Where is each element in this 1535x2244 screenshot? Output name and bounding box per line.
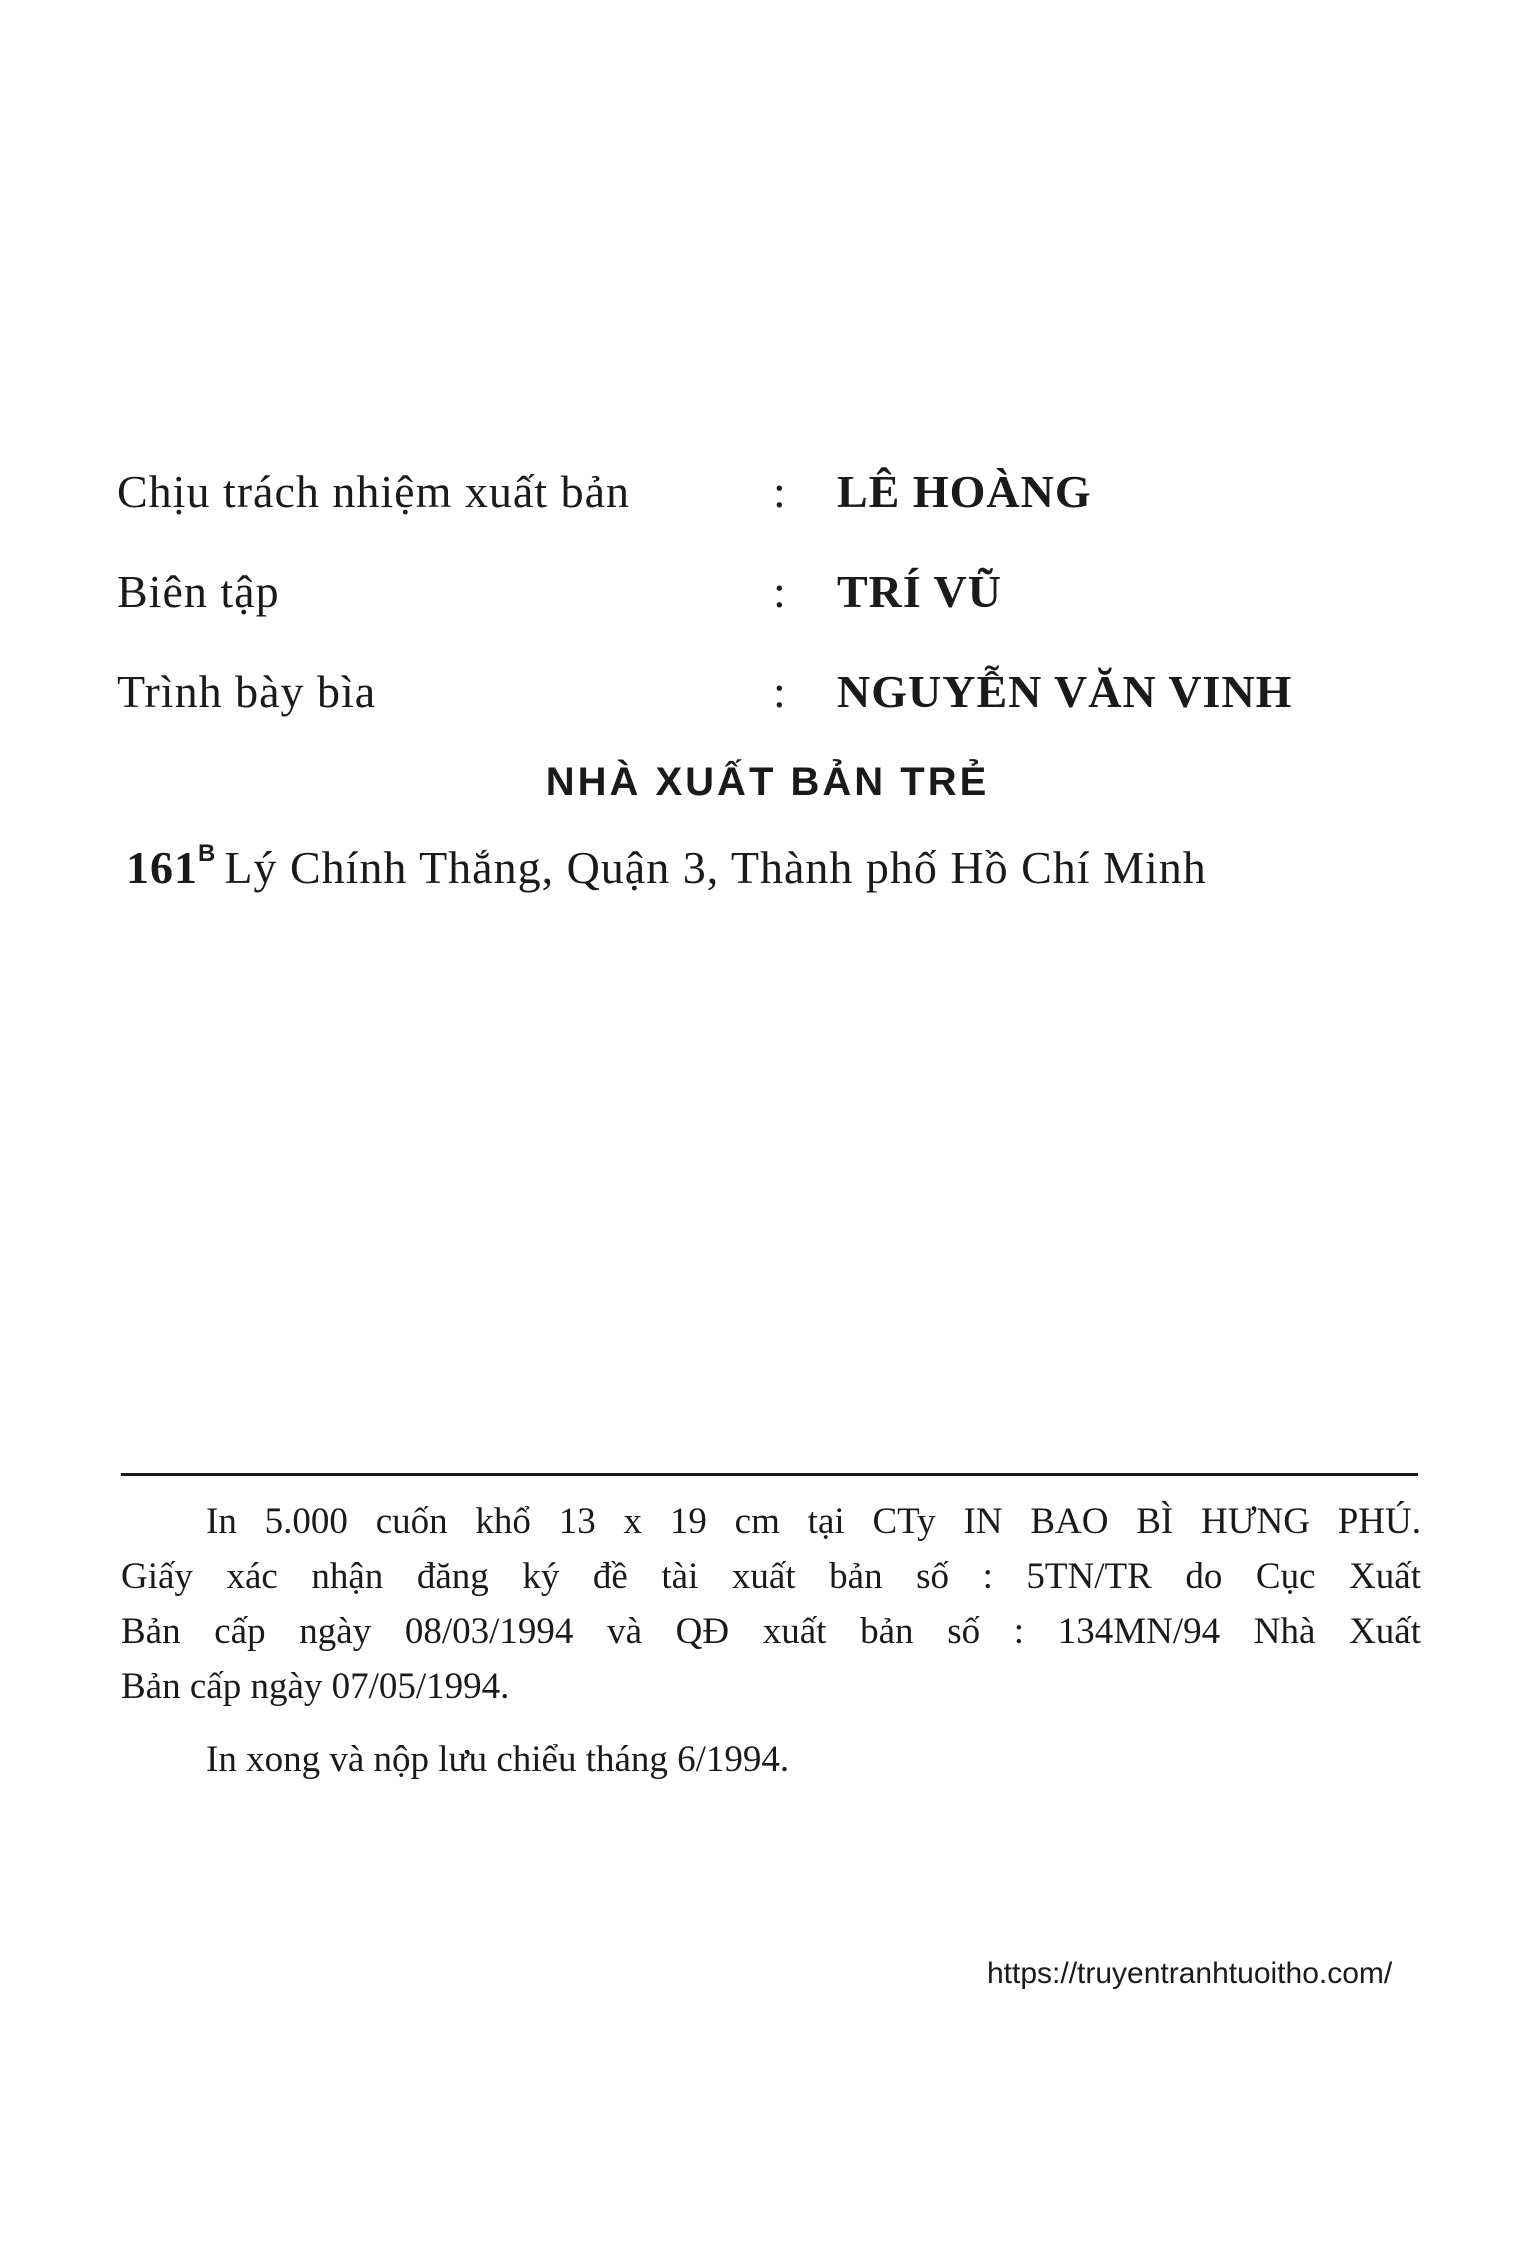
credit-label: Biên tập	[117, 566, 280, 617]
publisher-name: NHÀ XUẤT BẢN TRẺ	[545, 760, 990, 804]
print-info-line: Giấy xác nhận đăng ký đề tài xuất bản số : 5TN/TR do Cục Xuất	[121, 1556, 1421, 1597]
address-superscript: B	[198, 840, 217, 867]
completion-note: In xong và nộp lưu chiểu tháng 6/1994.	[206, 1739, 790, 1780]
credit-label: Chịu trách nhiệm xuất bản	[117, 466, 630, 517]
credit-row-cover-design	[117, 662, 1397, 762]
credit-row-publisher-responsible	[117, 462, 1397, 562]
address-text: Lý Chính Thắng, Quận 3, Thành phố Hồ Chí Minh	[224, 842, 1207, 893]
divider-rule	[121, 1473, 1418, 1476]
credit-colon: :	[773, 566, 786, 617]
credit-value: TRÍ VŨ	[837, 566, 1002, 617]
website-url: https://truyentranhtuoitho.com/	[987, 1957, 1393, 1990]
print-info	[121, 1494, 1421, 1714]
print-info-line: Bản cấp ngày 08/03/1994 và QĐ xuất bản số : 134MN/94 Nhà Xuất	[121, 1611, 1421, 1652]
print-info-line: Bản cấp ngày 07/05/1994.	[121, 1666, 510, 1707]
credit-colon: :	[773, 466, 786, 517]
credit-label: Trình bày bìa	[117, 666, 377, 717]
credit-colon: :	[773, 666, 786, 717]
credit-value: NGUYỄN VĂN VINH	[837, 666, 1293, 717]
print-info-line: In 5.000 cuốn khổ 13 x 19 cm tại CTy IN BAO BÌ HƯNG PHÚ.	[206, 1501, 1421, 1542]
credit-value: LÊ HOÀNG	[837, 466, 1092, 517]
publisher-address	[126, 840, 1207, 894]
credits-block	[117, 462, 1397, 762]
credit-row-editor	[117, 562, 1397, 662]
address-number: 161	[126, 842, 198, 893]
